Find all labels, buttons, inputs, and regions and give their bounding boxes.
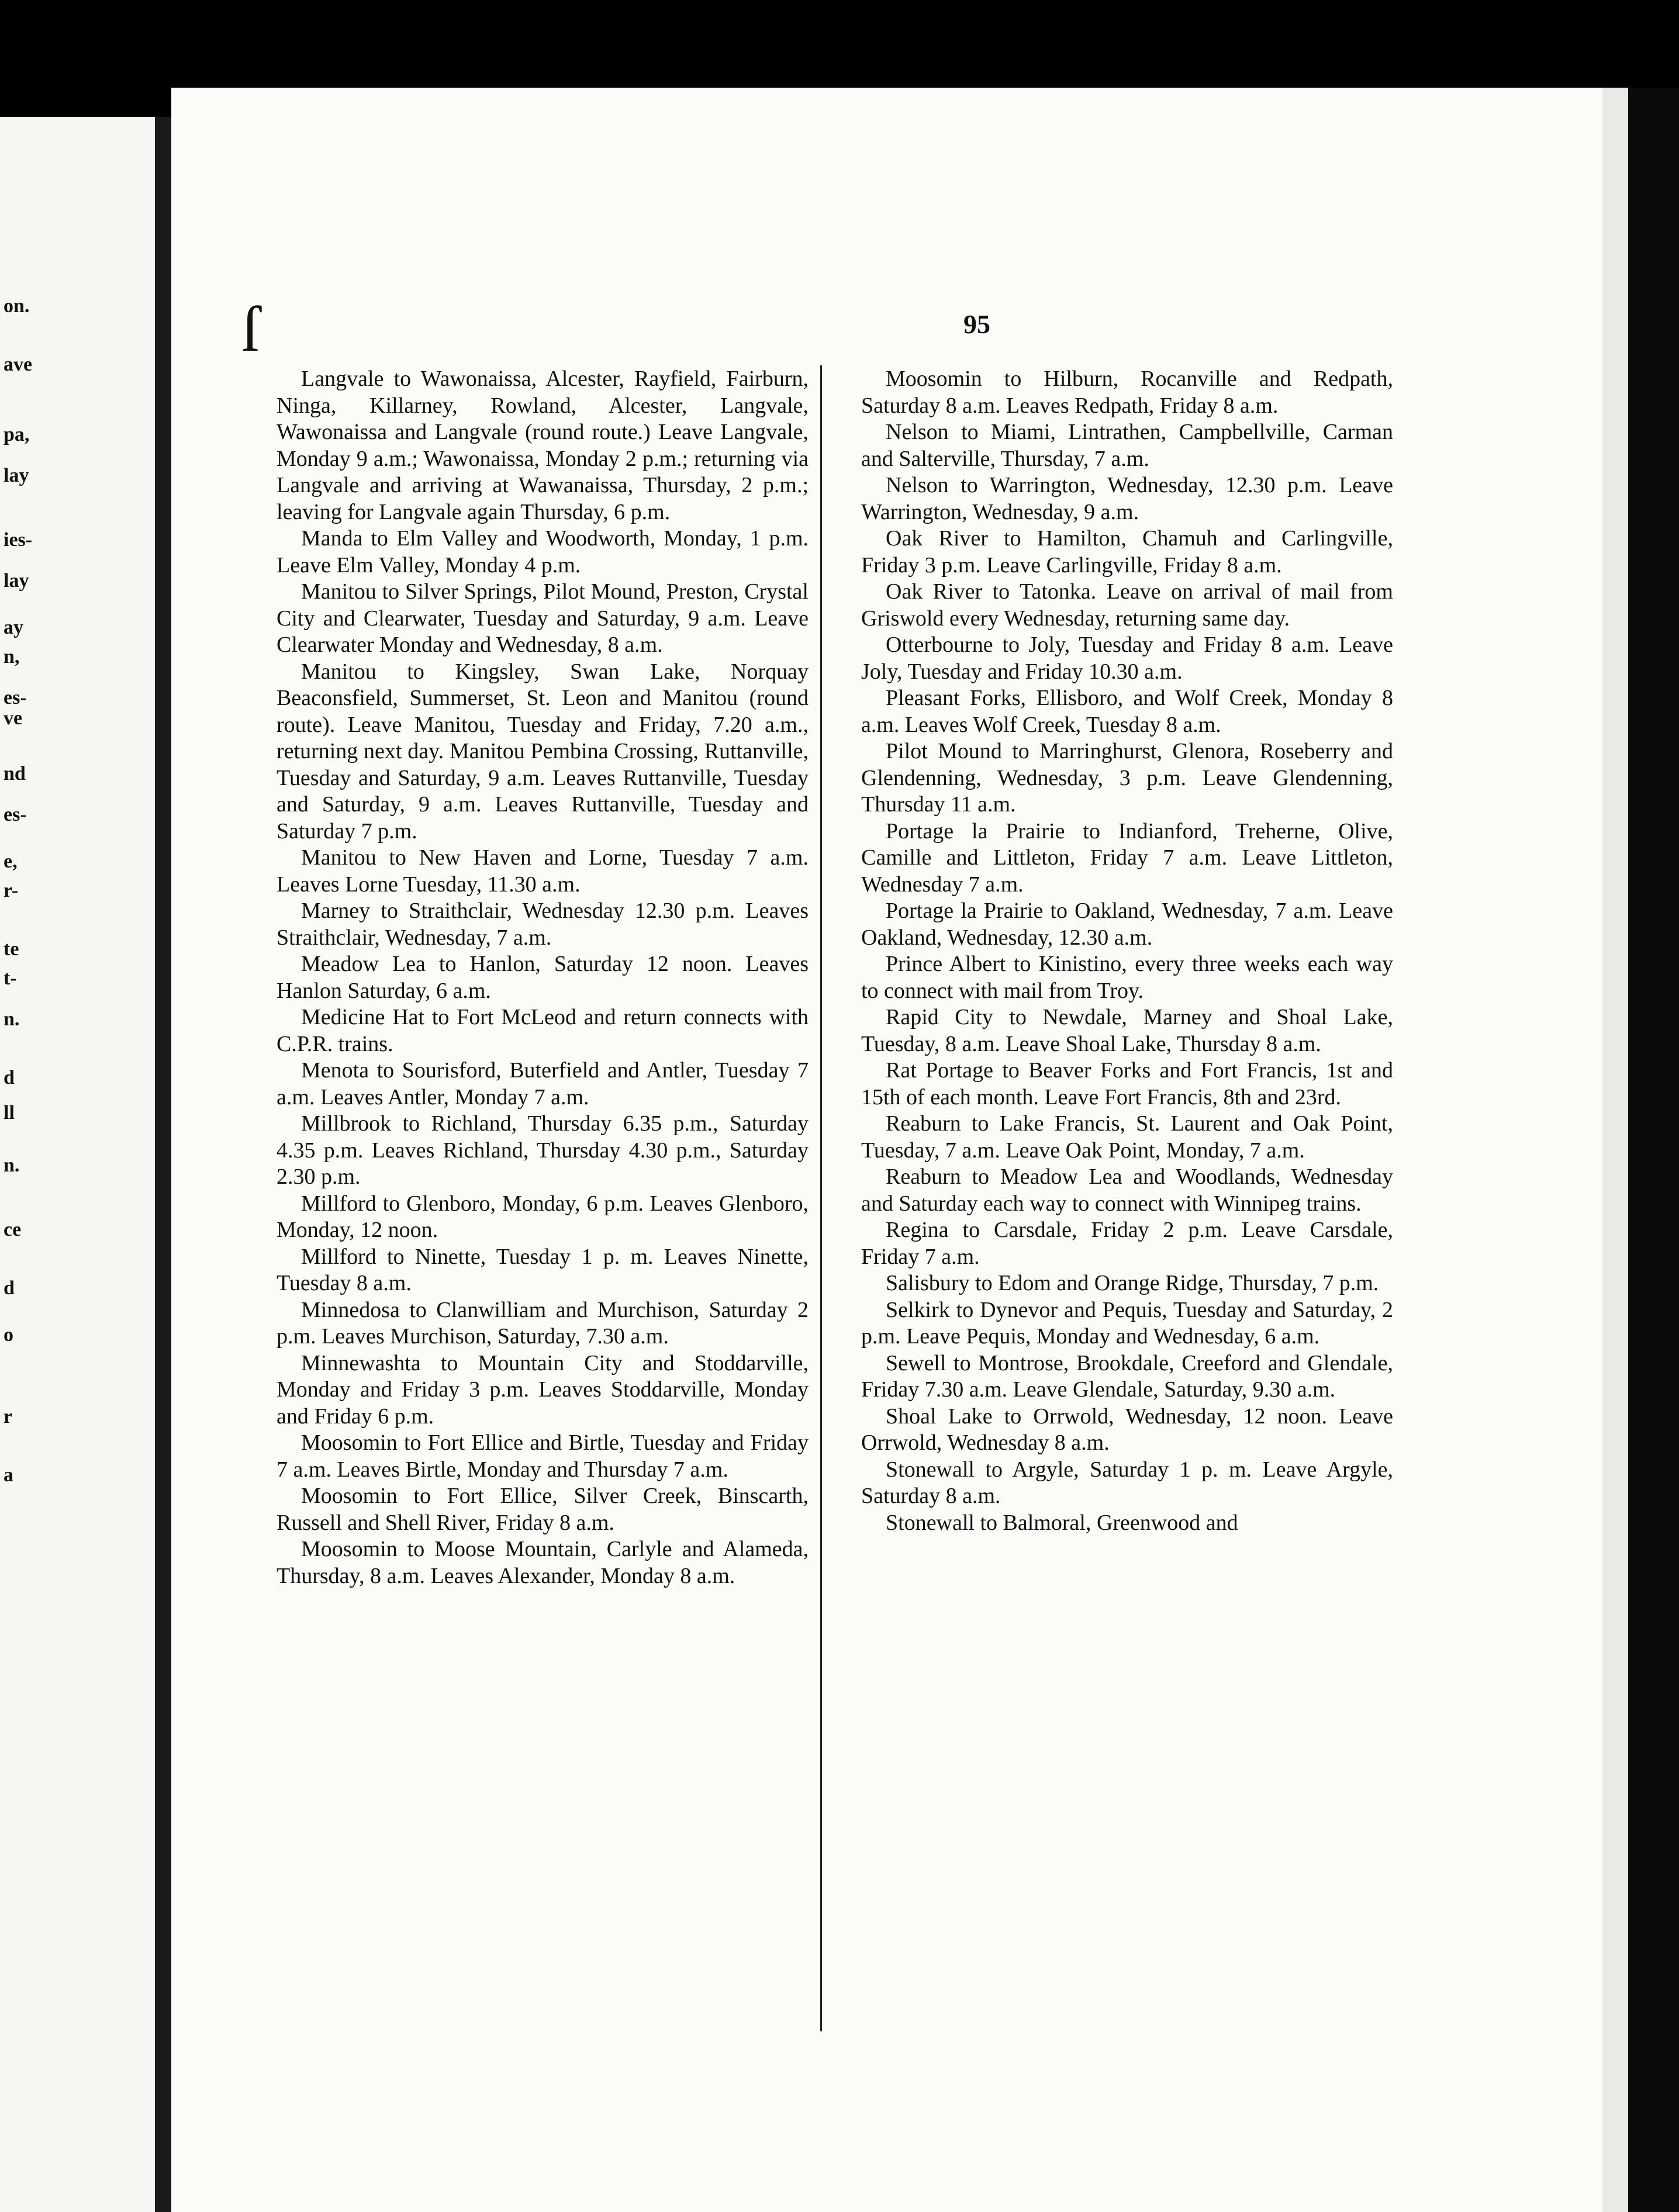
mail-route-entry: Reaburn to Lake Francis, St. Laurent and Oak Point, Tuesday, 7 a.m. Leave Oak Point, Monday, 7 a.m.	[861, 1111, 1393, 1163]
previous-page-fragment: ve	[4, 707, 23, 729]
previous-page-fragment: es-	[4, 687, 27, 708]
previous-page-fragment: lay	[4, 465, 29, 486]
previous-page-fragment: on.	[4, 295, 30, 317]
mail-route-entry: Manitou to Silver Springs, Pilot Mound, Preston, Crystal City and Clearwater, Tuesday and Saturday, 9 a.m. Leave Clearwater Monday and Wednesday, 8 a.m.	[277, 579, 809, 657]
mail-route-entry: Pilot Mound to Marringhurst, Glenora, Roseberry and Glendenning, Wednesday, 3 p.m. Leave Glendenning, Thursday 11 a.m.	[861, 739, 1393, 817]
mail-route-entry: Menota to Sourisford, Buterfield and Antler, Tuesday 7 a.m. Leaves Antler, Monday 7 a.m.	[277, 1058, 809, 1110]
mail-route-entry: Nelson to Miami, Lintrathen, Campbellville, Carman and Salterville, Thursday, 7 a.m.	[861, 420, 1393, 471]
mail-route-entry: Rat Portage to Beaver Forks and Fort Francis, 1st and 15th of each month. Leave Fort Francis, 8th and 23rd.	[861, 1058, 1393, 1110]
previous-page-fragment: r-	[4, 880, 19, 901]
mail-route-entry: Shoal Lake to Orrwold, Wednesday, 12 noon. Leave Orrwold, Wednesday 8 a.m.	[861, 1404, 1393, 1455]
previous-page-fragment: es-	[4, 804, 27, 825]
previous-page-fragment: r	[4, 1406, 13, 1428]
mail-route-entry: Oak River to Hamilton, Chamuh and Carlingville, Friday 3 p.m. Leave Carlingville, Friday 8 a.m.	[861, 526, 1393, 578]
previous-page-fragment: a	[4, 1464, 13, 1486]
mail-route-entry: Manitou to Kingsley, Swan Lake, Norquay Beaconsfield, Summerset, St. Leon and Manitou (round route). Leave Manitou, Tuesday and Friday, 7.20 a.m., returning next day. Manitou Pembina Crossing, Ruttanville, Tuesday and Saturday, 9 a.m. Leaves Ruttanville, Tuesday and Saturday, 9 a.m. Leaves Ruttanville, Tuesday and Saturday 7 p.m.	[277, 659, 809, 844]
page-number: 95	[963, 309, 990, 339]
right-column	[861, 366, 1393, 1536]
previous-page-fragment: d	[4, 1277, 15, 1299]
mail-route-entry: Moosomin to Fort Ellice, Silver Creek, Binscarth, Russell and Shell River, Friday 8 a.m.	[277, 1484, 809, 1535]
mail-route-entry: Millford to Glenboro, Monday, 6 p.m. Leaves Glenboro, Monday, 12 noon.	[277, 1191, 809, 1242]
mail-route-entry: Nelson to Warrington, Wednesday, 12.30 p.m. Leave Warrington, Wednesday, 9 a.m.	[861, 473, 1393, 524]
next-page-edge	[1602, 88, 1679, 2212]
previous-page-fragment: ay	[4, 617, 23, 638]
mail-route-entry: Moosomin to Moose Mountain, Carlyle and Alameda, Thursday, 8 a.m. Leaves Alexander, Monday 8 a.m.	[277, 1537, 809, 1588]
mail-route-entry: Prince Albert to Kinistino, every three weeks each way to connect with mail from Troy.	[861, 952, 1393, 1003]
mail-route-entry: Meadow Lea to Hanlon, Saturday 12 noon. Leaves Hanlon Saturday, 6 a.m.	[277, 952, 809, 1003]
mail-route-entry: Manda to Elm Valley and Woodworth, Monday, 1 p.m. Leave Elm Valley, Monday 4 p.m.	[277, 526, 809, 578]
mail-route-entry: Sewell to Montrose, Brookdale, Creeford and Glendale, Friday 7.30 a.m. Leave Glendale, Saturday, 9.30 a.m.	[861, 1350, 1393, 1402]
mail-route-entry: Manitou to New Haven and Lorne, Tuesday 7 a.m. Leaves Lorne Tuesday, 11.30 a.m.	[277, 845, 809, 897]
previous-page-fragment: ce	[4, 1219, 22, 1240]
previous-page-fragment: pa,	[4, 424, 30, 445]
mail-route-entry: Stonewall to Balmoral, Greenwood and	[886, 1510, 1238, 1535]
previous-page-fragment: ies-	[4, 529, 33, 551]
previous-page-fragment: t-	[4, 967, 17, 989]
mail-route-entry: Millbrook to Richland, Thursday 6.35 p.m., Saturday 4.35 p.m. Leaves Richland, Thursday 4.30 p.m., Saturday 2.30 p.m.	[277, 1111, 809, 1189]
mail-route-entry: Minnewashta to Mountain City and Stoddarville, Monday and Friday 3 p.m. Leaves Stoddarville, Monday and Friday 6 p.m.	[277, 1350, 809, 1429]
mail-route-entry: Minnedosa to Clanwilliam and Murchison, Saturday 2 p.m. Leaves Murchison, Saturday, 7.30 a.m.	[277, 1297, 809, 1349]
page	[171, 88, 1602, 2212]
mail-route-entry: Medicine Hat to Fort McLeod and return connects with C.P.R. trains.	[277, 1005, 809, 1056]
previous-page-fragment: ave	[4, 354, 33, 375]
mail-route-entry: Marney to Straithclair, Wednesday 12.30 p.m. Leaves Straithclair, Wednesday, 7 a.m.	[277, 898, 809, 950]
mail-route-entry: Moosomin to Fort Ellice and Birtle, Tuesday and Friday 7 a.m. Leaves Birtle, Monday and Thursday 7 a.m.	[277, 1430, 809, 1482]
previous-page-fragment: n,	[4, 646, 20, 668]
mail-route-entry: Rapid City to Newdale, Marney and Shoal Lake, Tuesday, 8 a.m. Leave Shoal Lake, Thursday 8 a.m.	[861, 1005, 1393, 1056]
previous-page-fragment: nd	[4, 763, 26, 784]
mail-route-entry: Portage la Prairie to Oakland, Wednesday, 7 a.m. Leave Oakland, Wednesday, 12.30 a.m.	[861, 898, 1393, 950]
mail-route-entry: Regina to Carsdale, Friday 2 p.m. Leave Carsdale, Friday 7 a.m.	[861, 1218, 1393, 1269]
previous-page-edge	[0, 117, 155, 2212]
mail-route-entry: Otterbourne to Joly, Tuesday and Friday 8 a.m. Leave Joly, Tuesday and Friday 10.30 a.m.	[861, 633, 1393, 684]
mail-route-entry: Reaburn to Meadow Lea and Woodlands, Wednesday and Saturday each way to connect with Winnipeg trains.	[861, 1164, 1393, 1216]
mail-route-entry: Salisbury to Edom and Orange Ridge, Thursday, 7 p.m.	[886, 1271, 1379, 1295]
mail-route-entry: Oak River to Tatonka. Leave on arrival of mail from Griswold every Wednesday, returning same day.	[861, 579, 1393, 631]
mail-route-entry: Stonewall to Argyle, Saturday 1 p. m. Leave Argyle, Saturday 8 a.m.	[861, 1457, 1393, 1508]
mail-route-entry: Portage la Prairie to Indianford, Treherne, Olive, Camille and Littleton, Friday 7 a.m. Leave Littleton, Wednesday 7 a.m.	[861, 818, 1393, 897]
mail-route-entry: Selkirk to Dynevor and Pequis, Tuesday and Saturday, 2 p.m. Leave Pequis, Monday and Wednesday, 6 a.m.	[861, 1297, 1393, 1349]
left-column	[277, 366, 809, 1589]
column-divider	[820, 365, 822, 2031]
mail-route-entry: Langvale to Wawonaissa, Alcester, Rayfield, Fairburn, Ninga, Killarney, Rowland, Alcester, Langvale, Wawonaissa and Langvale (round route.) Leave Langvale, Monday 9 a.m.; Wawonaissa, Monday 2 p.m.; returning via Langvale and arriving at Wawanaissa, Thursday, 2 p.m.; leaving for Langvale again Thursday, 6 p.m.	[277, 367, 809, 524]
next-page-strip	[1602, 88, 1628, 2212]
previous-page-fragment: n.	[4, 1008, 20, 1030]
previous-page-fragment: n.	[4, 1155, 20, 1176]
previous-page-fragment: d	[4, 1067, 15, 1088]
mail-route-entry: Moosomin to Hilburn, Rocanville and Redpath, Saturday 8 a.m. Leaves Redpath, Friday 8 a.m.	[861, 367, 1393, 418]
previous-page-fragment: ll	[4, 1102, 15, 1124]
margin-bracket-mark: ſ	[241, 293, 260, 365]
previous-page-fragment: te	[4, 938, 19, 960]
previous-page-fragment: o	[4, 1324, 13, 1346]
previous-page-fragment: lay	[4, 570, 29, 592]
mail-route-entry: Millford to Ninette, Tuesday 1 p. m. Leaves Ninette, Tuesday 8 a.m.	[277, 1244, 809, 1295]
mail-route-entry: Pleasant Forks, Ellisboro, and Wolf Creek, Monday 8 a.m. Leaves Wolf Creek, Tuesday 8 a.m.	[861, 686, 1393, 737]
previous-page-fragment: e,	[4, 851, 18, 872]
binding-gutter	[155, 117, 171, 2212]
